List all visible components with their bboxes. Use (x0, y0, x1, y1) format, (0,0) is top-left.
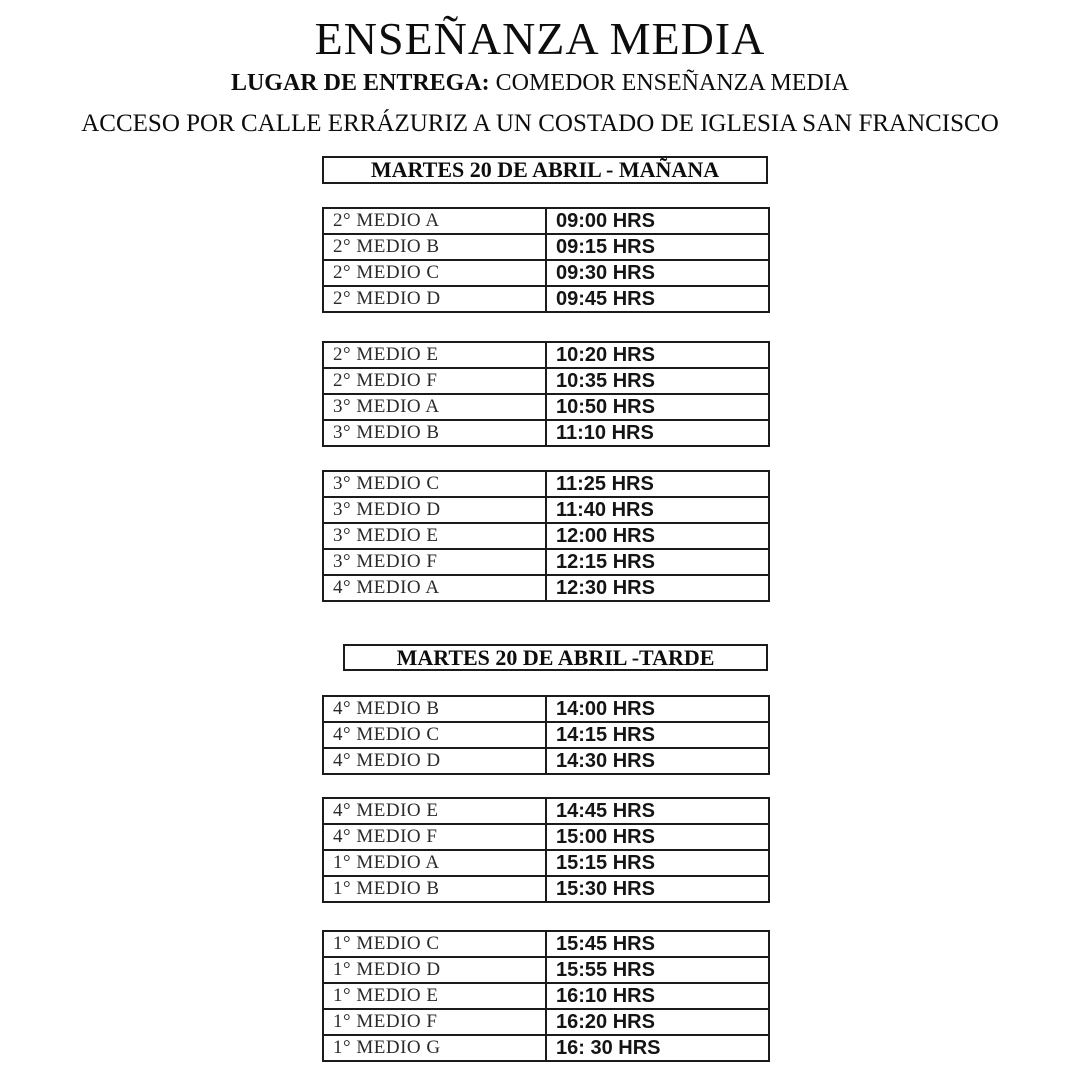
time-cell: 09:00 HRS (546, 208, 769, 234)
delivery-line (0, 70, 1080, 97)
delivery-label: LUGAR DE ENTREGA: (230, 70, 490, 96)
group-cell: 3° MEDIO B (323, 420, 546, 446)
group-cell: 3° MEDIO A (323, 394, 546, 420)
schedule-table-morning-3 (322, 470, 770, 602)
group-cell: 2° MEDIO C (323, 260, 546, 286)
table-row (323, 931, 769, 957)
time-cell: 12:15 HRS (546, 549, 769, 575)
group-cell: 2° MEDIO D (323, 286, 546, 312)
group-cell: 1° MEDIO C (323, 931, 546, 957)
group-cell: 3° MEDIO F (323, 549, 546, 575)
time-cell: 10:50 HRS (546, 394, 769, 420)
time-cell: 12:30 HRS (546, 575, 769, 601)
table-row (323, 234, 769, 260)
group-cell: 3° MEDIO E (323, 523, 546, 549)
table-row (323, 722, 769, 748)
time-cell: 11:25 HRS (546, 471, 769, 497)
group-cell: 4° MEDIO B (323, 696, 546, 722)
schedule-table-morning-1 (322, 207, 770, 313)
time-cell: 09:15 HRS (546, 234, 769, 260)
group-cell: 4° MEDIO C (323, 722, 546, 748)
time-cell: 09:45 HRS (546, 286, 769, 312)
section-header-morning: MARTES 20 DE ABRIL - MAÑANA (322, 156, 768, 184)
time-cell: 14:15 HRS (546, 722, 769, 748)
group-cell: 2° MEDIO B (323, 234, 546, 260)
time-cell: 15:15 HRS (546, 850, 769, 876)
table-row (323, 824, 769, 850)
time-cell: 10:20 HRS (546, 342, 769, 368)
time-cell: 15:00 HRS (546, 824, 769, 850)
time-cell: 14:00 HRS (546, 696, 769, 722)
table-row (323, 286, 769, 312)
section-header-afternoon: MARTES 20 DE ABRIL -TARDE (343, 644, 768, 671)
group-cell: 2° MEDIO A (323, 208, 546, 234)
time-cell: 11:10 HRS (546, 420, 769, 446)
time-cell: 11:40 HRS (546, 497, 769, 523)
table-row (323, 798, 769, 824)
time-cell: 15:55 HRS (546, 957, 769, 983)
time-cell: 14:30 HRS (546, 748, 769, 774)
group-cell: 3° MEDIO D (323, 497, 546, 523)
group-cell: 2° MEDIO E (323, 342, 546, 368)
group-cell: 2° MEDIO F (323, 368, 546, 394)
group-cell: 1° MEDIO A (323, 850, 546, 876)
time-cell: 16:20 HRS (546, 1009, 769, 1035)
schedule-table-morning-2 (322, 341, 770, 447)
group-cell: 3° MEDIO C (323, 471, 546, 497)
table-row (323, 342, 769, 368)
delivery-value: COMEDOR ENSEÑANZA MEDIA (495, 70, 850, 96)
time-cell: 12:00 HRS (546, 523, 769, 549)
schedule-table-afternoon-3 (322, 930, 770, 1062)
table-row (323, 957, 769, 983)
table-row (323, 368, 769, 394)
time-cell: 16: 30 HRS (546, 1035, 769, 1061)
group-cell: 1° MEDIO B (323, 876, 546, 902)
table-row (323, 983, 769, 1009)
table-row (323, 1035, 769, 1061)
schedule-table-afternoon-1 (322, 695, 770, 775)
time-cell: 15:45 HRS (546, 931, 769, 957)
time-cell: 15:30 HRS (546, 876, 769, 902)
table-row (323, 523, 769, 549)
table-row (323, 208, 769, 234)
table-row (323, 850, 769, 876)
table-row (323, 471, 769, 497)
group-cell: 1° MEDIO G (323, 1035, 546, 1061)
table-row (323, 497, 769, 523)
table-row (323, 696, 769, 722)
table-row (323, 394, 769, 420)
group-cell: 4° MEDIO A (323, 575, 546, 601)
group-cell: 1° MEDIO D (323, 957, 546, 983)
group-cell: 1° MEDIO E (323, 983, 546, 1009)
table-row (323, 420, 769, 446)
time-cell: 16:10 HRS (546, 983, 769, 1009)
table-row (323, 1009, 769, 1035)
table-row (323, 260, 769, 286)
table-row (323, 549, 769, 575)
time-cell: 10:35 HRS (546, 368, 769, 394)
group-cell: 1° MEDIO F (323, 1009, 546, 1035)
group-cell: 4° MEDIO E (323, 798, 546, 824)
table-row (323, 748, 769, 774)
access-line: ACCESO POR CALLE ERRÁZURIZ A UN COSTADO DE IGLESIA SAN FRANCISCO (81, 110, 999, 137)
group-cell: 4° MEDIO F (323, 824, 546, 850)
table-row (323, 575, 769, 601)
time-cell: 14:45 HRS (546, 798, 769, 824)
table-row (323, 876, 769, 902)
schedule-table-afternoon-2 (322, 797, 770, 903)
time-cell: 09:30 HRS (546, 260, 769, 286)
page-title: ENSEÑANZA MEDIA (314, 13, 766, 64)
group-cell: 4° MEDIO D (323, 748, 546, 774)
